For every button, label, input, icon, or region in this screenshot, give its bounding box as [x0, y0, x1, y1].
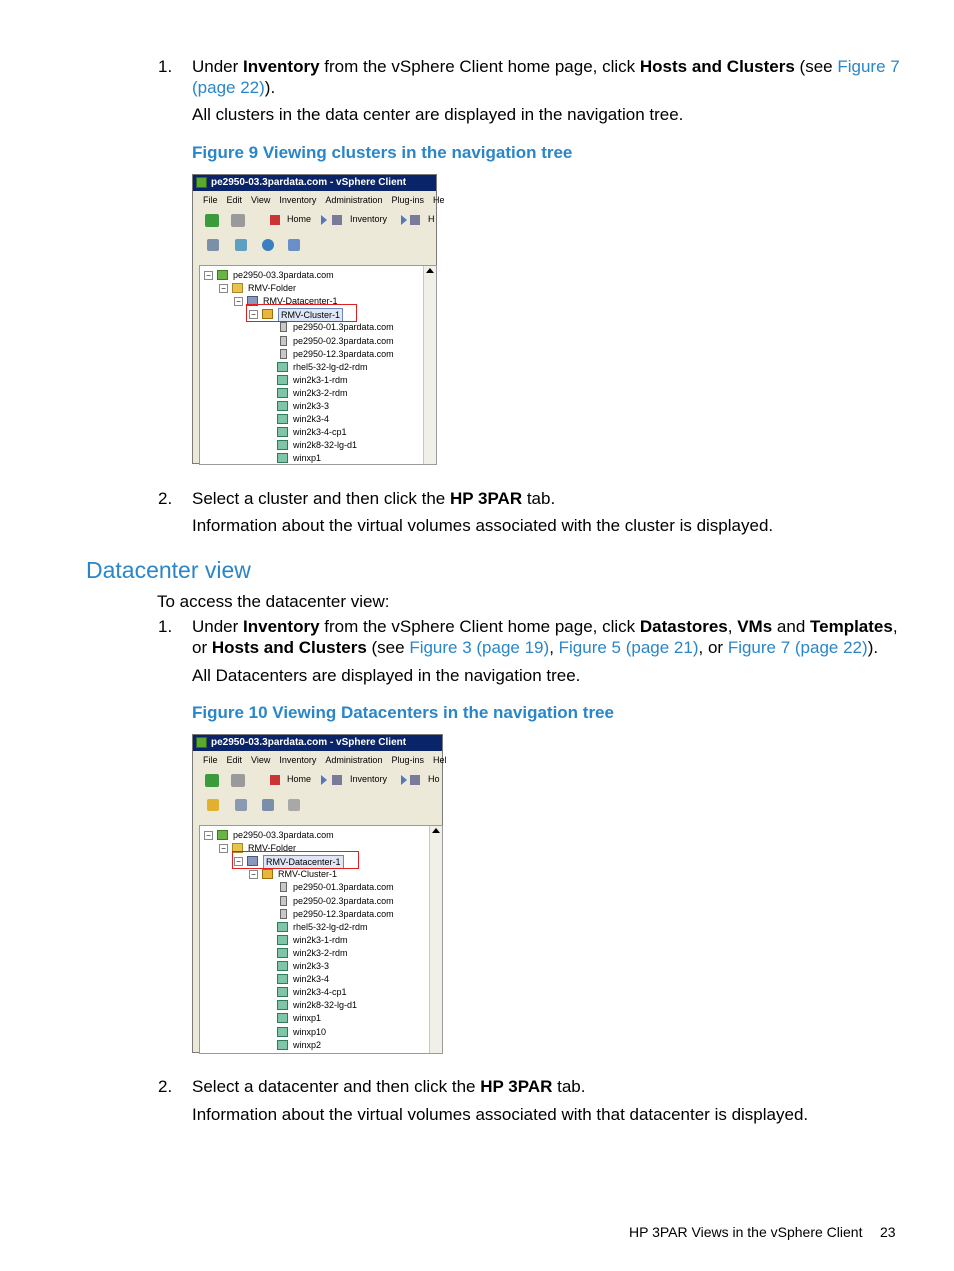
step4-text: Select a datacenter and then click the HP 3PAR tab.: [192, 1077, 586, 1096]
page-link[interactable]: (page 22): [192, 78, 265, 97]
back-arrow-icon[interactable]: [205, 774, 219, 787]
collapse-toggle-icon[interactable]: −: [204, 271, 213, 280]
tree-item-label: win2k3-4-cp1: [293, 427, 347, 438]
tree-item-label: pe2950-02.3pardata.com: [293, 335, 394, 346]
figure-link[interactable]: Figure 7: [837, 57, 900, 76]
tree-item-label: pe2950-01.3pardata.com: [293, 882, 394, 893]
tree-item-label: win2k3-4-cp1: [293, 987, 347, 998]
collapse-toggle-icon[interactable]: −: [249, 310, 258, 319]
breadcrumb-arrow-icon: [401, 215, 407, 225]
tree-item-label: pe2950-02.3pardata.com: [293, 895, 394, 906]
vm-icon: [277, 974, 288, 984]
vsphere-client-screenshot: [192, 734, 447, 1053]
tool-bar: [193, 233, 436, 259]
menu-bar: [193, 191, 445, 209]
vm-icon: [277, 427, 288, 437]
menu-item[interactable]: View: [251, 755, 271, 765]
step3-text-line1: Under Inventory from the vSphere Client home page, click Datastores, VMs and Templates,: [192, 617, 898, 636]
step1-text-line2: (page 22)).: [192, 78, 276, 97]
tree-item-label: win2k3-2-rdm: [293, 387, 348, 398]
menu-item[interactable]: File: [203, 195, 218, 205]
new-folder-icon[interactable]: [288, 239, 300, 251]
tree-item-label: pe2950-12.3pardata.com: [293, 908, 394, 919]
tree-item-label: win2k3-1-rdm: [293, 934, 348, 945]
figure-link[interactable]: Figure 7 (page 22): [727, 638, 868, 657]
refresh-icon[interactable]: [262, 239, 274, 251]
menu-item[interactable]: He: [432, 195, 445, 205]
add-host-icon[interactable]: [262, 799, 274, 811]
menu-item[interactable]: Inventory: [279, 195, 317, 205]
inventory-icon[interactable]: [332, 215, 342, 225]
menu-item[interactable]: Administration: [325, 195, 383, 205]
tree-item-label: win2k8-32-lg-d1: [293, 440, 358, 451]
tree-item-label: RMV-Datacenter-1: [263, 296, 338, 307]
collapse-toggle-icon[interactable]: −: [219, 284, 228, 293]
tree-item-label: win2k3-3: [293, 961, 330, 971]
home-icon[interactable]: [270, 775, 280, 785]
step-number: 1.: [158, 57, 173, 76]
breadcrumb-arrow-icon: [321, 775, 327, 785]
menu-item[interactable]: View: [251, 195, 271, 205]
vcenter-icon: [217, 270, 228, 280]
home-icon[interactable]: [270, 215, 280, 225]
figure-caption: Figure 9 Viewing clusters in the navigation tree: [192, 143, 573, 162]
host-icon: [280, 336, 287, 346]
nav-tail-link[interactable]: Ho: [428, 774, 440, 784]
tree-item-label: RMV-Folder: [248, 283, 297, 294]
new-folder-icon[interactable]: [207, 799, 219, 811]
menu-item[interactable]: Edit: [226, 195, 243, 205]
vm-icon: [277, 388, 288, 398]
tree-item-label: rhel5-32-lg-d2-rdm: [293, 361, 368, 372]
vm-icon: [277, 362, 288, 372]
tree-item-label: pe2950-03.3pardata.com: [233, 830, 334, 840]
inventory-icon[interactable]: [332, 775, 342, 785]
figure-link[interactable]: Figure 3 (page 19): [409, 638, 550, 657]
menu-item[interactable]: Plug-ins: [391, 755, 424, 765]
collapse-toggle-icon[interactable]: −: [219, 844, 228, 853]
host-icon: [280, 909, 287, 919]
vm-icon: [277, 414, 288, 424]
vsphere-client-screenshot: [192, 174, 445, 464]
collapse-toggle-icon[interactable]: −: [249, 870, 258, 879]
tree-item-label: win2k8-32-lg-d1: [293, 1000, 358, 1011]
nav-inventory-link[interactable]: Inventory: [350, 774, 388, 784]
page-number: 23: [880, 1224, 896, 1240]
vm-icon: [277, 440, 288, 450]
figure-link[interactable]: Figure 5 (page 21): [558, 638, 699, 657]
window-title: pe2950-03.3pardata.com - vSphere Client: [211, 737, 407, 748]
vsphere-app-icon: [196, 177, 207, 188]
vm-icon: [277, 1000, 288, 1010]
tree-item-label: pe2950-03.3pardata.com: [233, 270, 334, 280]
nav-home-link[interactable]: Home: [287, 214, 312, 224]
host-icon: [280, 322, 287, 332]
step-number: 1.: [158, 617, 173, 636]
vm-icon: [277, 401, 288, 411]
footer-title: HP 3PAR Views in the vSphere Client: [629, 1224, 863, 1240]
window-titlebar: [193, 735, 442, 751]
section-heading: Datacenter view: [86, 557, 251, 583]
menu-item[interactable]: Hel: [432, 755, 447, 765]
vm-icon: [277, 922, 288, 932]
menu-item[interactable]: Administration: [325, 755, 383, 765]
hosts-icon[interactable]: [410, 215, 420, 225]
step1-note: All clusters in the data center are displayed in the navigation tree.: [192, 105, 684, 124]
nav-home-link[interactable]: Home: [287, 774, 312, 784]
nav-tail-link[interactable]: H: [428, 214, 435, 224]
menu-item[interactable]: Plug-ins: [391, 195, 424, 205]
vm-icon: [277, 453, 288, 463]
tree-item-label: win2k3-3: [293, 401, 330, 411]
tree-item-label: win2k3-2-rdm: [293, 947, 348, 958]
vm-icon: [277, 961, 288, 971]
tree-scrollbar[interactable]: [423, 266, 436, 464]
window-titlebar: [193, 175, 436, 191]
menu-item[interactable]: File: [203, 755, 218, 765]
tool-bar: [193, 793, 442, 819]
navigation-bar: [193, 769, 442, 793]
highlight-box: [232, 851, 359, 869]
menu-item[interactable]: Inventory: [279, 755, 317, 765]
vm-icon: [277, 1027, 288, 1037]
vm-icon: [277, 1013, 288, 1023]
tree-item-label: winxp2: [293, 1039, 322, 1050]
hosts-icon[interactable]: [410, 775, 420, 785]
host-icon: [280, 896, 287, 906]
datastore-icon[interactable]: [288, 799, 300, 811]
folder-icon: [232, 283, 243, 293]
step3-note: All Datacenters are displayed in the navigation tree.: [192, 666, 581, 685]
new-datacenter-icon[interactable]: [235, 799, 247, 811]
tree-item-label: RMV-Cluster-1: [278, 869, 338, 880]
host-icon: [280, 882, 287, 892]
tree-scrollbar[interactable]: [429, 826, 442, 1053]
tree-item-label: win2k3-1-rdm: [293, 374, 348, 385]
new-cluster-icon[interactable]: [235, 239, 247, 251]
tree-item-label: RMV-Datacenter-1: [263, 855, 344, 869]
tree-item-label: winxp1: [293, 1013, 322, 1024]
step2-note: Information about the virtual volumes associated with the cluster is displayed.: [192, 516, 774, 535]
vm-icon: [277, 375, 288, 385]
add-host-icon[interactable]: [207, 239, 219, 251]
window-title: pe2950-03.3pardata.com - vSphere Client: [211, 177, 407, 188]
tree-item-label: RMV-Folder: [248, 843, 297, 854]
collapse-toggle-icon[interactable]: −: [234, 297, 243, 306]
back-arrow-icon[interactable]: [205, 214, 219, 227]
vsphere-app-icon: [196, 737, 207, 748]
tree-item-label: pe2950-01.3pardata.com: [293, 322, 394, 333]
tree-item-label: RMV-Cluster-1: [278, 308, 343, 322]
collapse-toggle-icon[interactable]: −: [234, 857, 243, 866]
collapse-toggle-icon[interactable]: −: [204, 831, 213, 840]
tree-item-label: win2k3-4: [293, 414, 330, 425]
vm-icon: [277, 948, 288, 958]
forward-arrow-icon[interactable]: [231, 214, 245, 227]
step3-text-line2: or Hosts and Clusters (see Figure 3 (page 19), Figure 5 (page 21), or Figure 7 (page 22)).: [192, 638, 879, 657]
cluster-icon: [262, 869, 273, 879]
vcenter-icon: [217, 830, 228, 840]
vm-icon: [277, 1040, 288, 1050]
tree-item-label: rhel5-32-lg-d2-rdm: [293, 921, 368, 932]
tree-item-label: pe2950-12.3pardata.com: [293, 348, 394, 359]
vm-icon: [277, 987, 288, 997]
figure-caption: Figure 10 Viewing Datacenters in the navigation tree: [192, 703, 614, 722]
forward-arrow-icon[interactable]: [231, 774, 245, 787]
navigation-bar: [193, 209, 436, 233]
step-number: 2.: [158, 489, 173, 508]
scroll-up-arrow-icon[interactable]: [432, 828, 440, 833]
nav-inventory-link[interactable]: Inventory: [350, 214, 388, 224]
highlight-box: [246, 304, 357, 322]
breadcrumb-arrow-icon: [321, 215, 327, 225]
menu-item[interactable]: Edit: [226, 755, 243, 765]
step4-note: Information about the virtual volumes associated with that datacenter is displayed.: [192, 1105, 809, 1124]
tree-item-label: win2k3-4: [293, 974, 330, 985]
host-icon: [280, 349, 287, 359]
navigation-tree: [199, 265, 437, 465]
tree-item-label: winxp10: [293, 1026, 327, 1037]
vm-icon: [277, 935, 288, 945]
scroll-up-arrow-icon[interactable]: [426, 268, 434, 273]
step-number: 2.: [158, 1077, 173, 1096]
step2-text: Select a cluster and then click the HP 3PAR tab.: [192, 489, 556, 508]
menu-bar: [193, 751, 447, 769]
step1-text-line1: Under Inventory from the vSphere Client home page, click Hosts and Clusters (see Figure 7: [192, 57, 900, 76]
section-intro: To access the datacenter view:: [157, 592, 390, 611]
tree-item-label: winxp1: [293, 453, 322, 464]
breadcrumb-arrow-icon: [401, 775, 407, 785]
